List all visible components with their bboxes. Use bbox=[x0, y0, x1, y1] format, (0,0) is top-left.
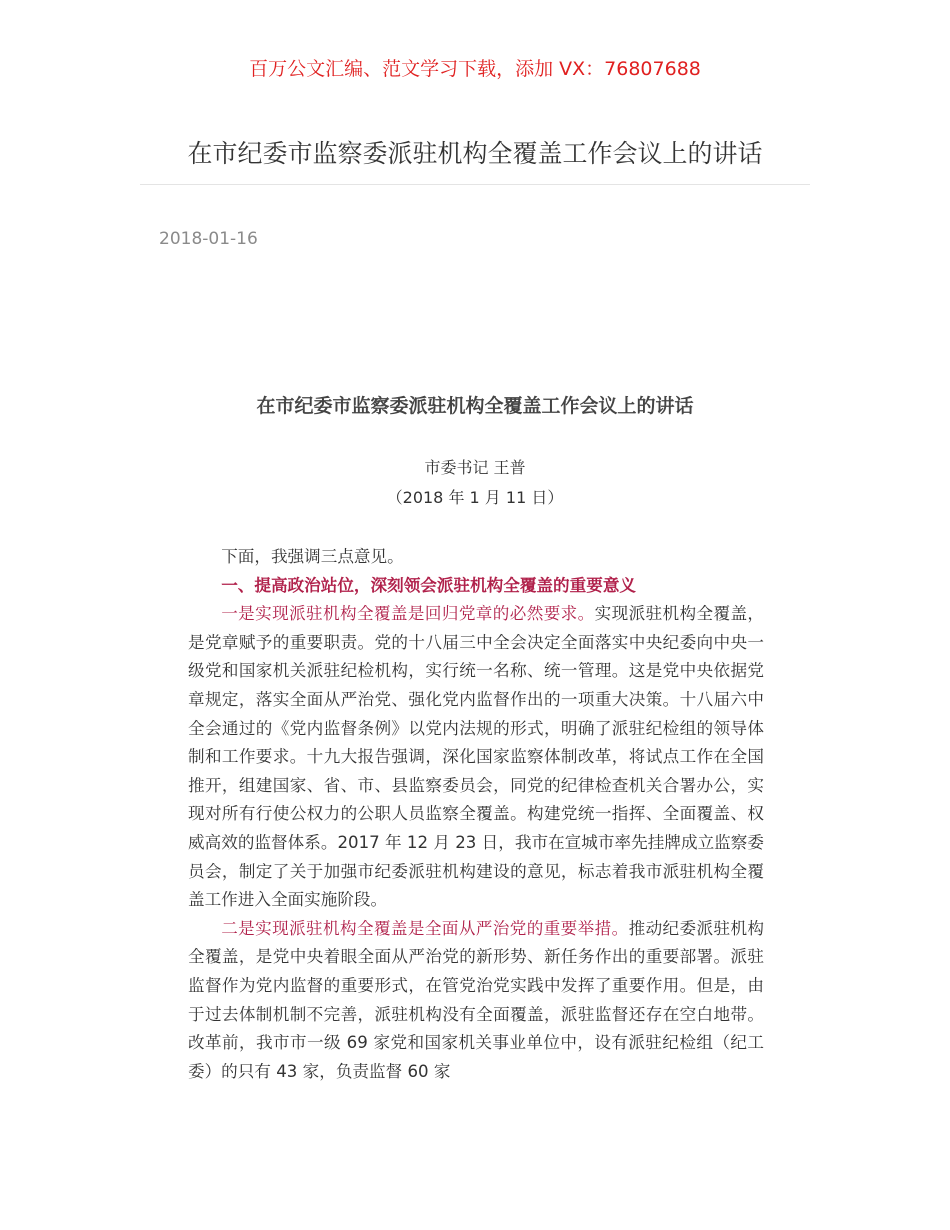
promo-banner: 百万公文汇编、范文学习下载，添加 VX：76807688 bbox=[249, 58, 701, 80]
speech-date: （2018 年 1 月 11 日） bbox=[386, 488, 564, 507]
paragraph-1 bbox=[188, 600, 764, 915]
section-heading: 一、提高政治站位，深刻领会派驻机构全覆盖的重要意义 bbox=[221, 575, 637, 595]
paragraph-2-lead: 二是实现派驻机构全覆盖是全面从严治党的重要举措。 bbox=[221, 918, 629, 938]
intro-paragraph: 下面，我强调三点意见。 bbox=[221, 547, 404, 566]
paragraph-2 bbox=[188, 915, 764, 1087]
article-author: 市委书记 王普 bbox=[424, 458, 526, 477]
paragraph-1-lead: 一是实现派驻机构全覆盖是回归党章的必然要求。 bbox=[221, 604, 595, 624]
paragraph-1-body: 实现派驻机构全覆盖，是党章赋予的重要职责。党的十八届三中全会决定全面落实中央纪委向中央一级党和国家机关派驻纪检机构，实行统一名称、统一管理。这是党中央依据党章规定，落实全面从严治党、强化党内监督作出的一项重大决策。十八届六中全会通过的《党内监督条例》以党内法规的形式，明确了派驻纪检组的领导体制和工作要求。十九大报告强调，深化国家监察体制改革，将试点工作在全国推开，组建国家、省、市、县监察委员会，同党的纪律检查机关合署办公，实现对所有行使公权力的公职人员监察全覆盖。构建党统一指挥、全面覆盖、权威高效的监督体系。2017 年 12 月 23 日，我市在宣城市率先挂牌成立监察委员会，制定了关于加强市纪委派驻机构建设的意见，标志着我市派驻机构全覆盖工作进入全面实施阶段。 bbox=[188, 604, 765, 910]
article-title: 在市纪委市监察委派驻机构全覆盖工作会议上的讲话 bbox=[256, 395, 694, 417]
publish-date: 2018-01-16 bbox=[159, 229, 258, 249]
page-title: 在市纪委市监察委派驻机构全覆盖工作会议上的讲话 bbox=[187, 139, 763, 168]
article-body bbox=[188, 543, 764, 1086]
paragraph-2-body: 推动纪委派驻机构全覆盖，是党中央着眼全面从严治党的新形势、新任务作出的重要部署。派驻监督作为党内监督的重要形式，在管党治党实践中发挥了重要作用。但是，由于过去体制机制不完善，派驻机构没有全面覆盖，派驻监督还存在空白地带。改革前，我市市一级 69 家党和国家机关事业单位中，设有派驻纪检组（纪工委）的只有 43 家，负责监督 60 家 bbox=[188, 918, 765, 1081]
title-divider bbox=[140, 184, 810, 185]
